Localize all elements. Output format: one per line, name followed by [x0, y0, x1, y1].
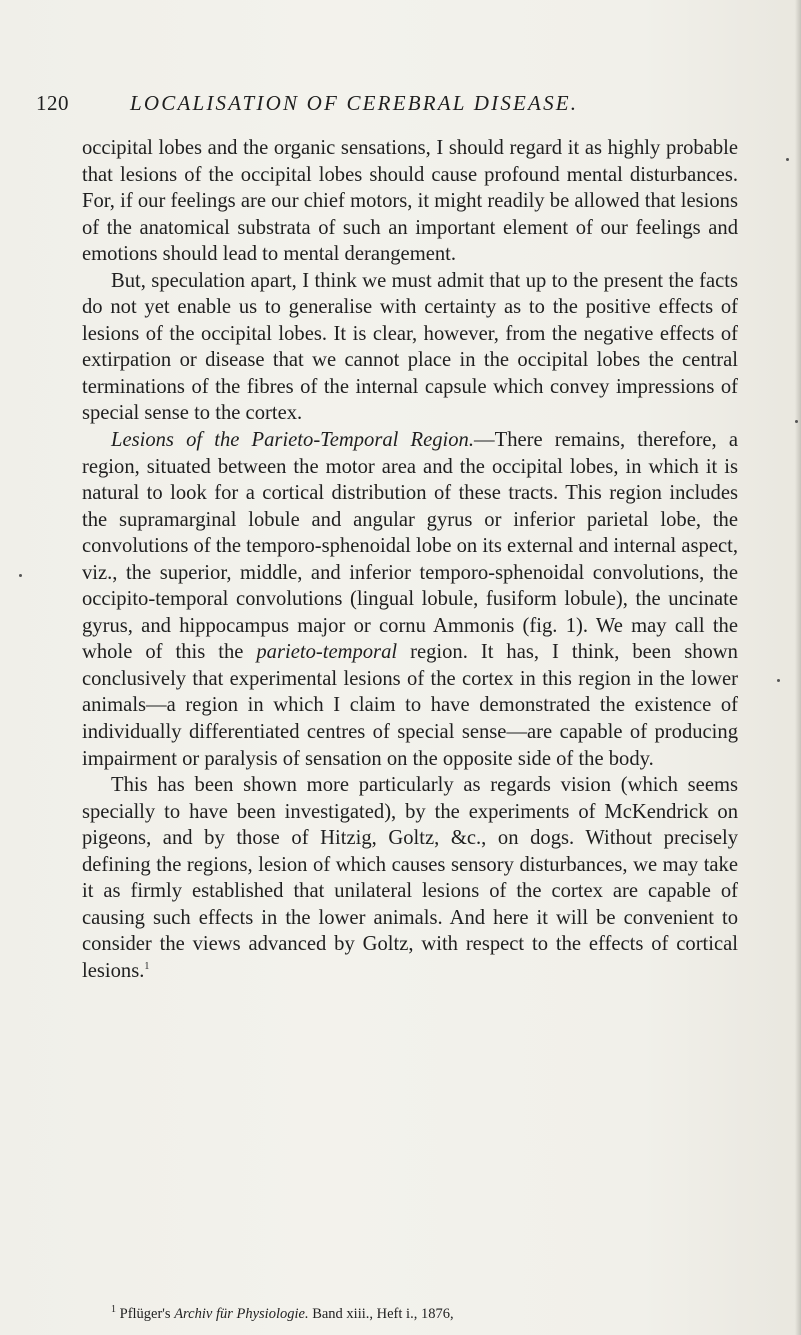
section-text: —There remains, therefore, a region, situated between the motor area and the occipital lobes, in which it is natural to look for a cortical distribution of these tracts. This region includes the supramarginal lobule and angular gyrus or inferior parietal lobe, the convolutions of the temporo-sphenoidal lobe on its external and internal aspect, viz., the superior, middle, and inferior temporo-sphenoidal convolutions, the occipito-temporal convolutions (lingual lobule, fusiform lobule), the uncinate gyrus, and hippocampus major or cornu Ammonis (fig. 1). We may call the whole of this the — [82, 429, 738, 664]
margin-speck — [19, 574, 22, 577]
paragraph-text: This has been shown more particularly as regards vision (which seems specially to have been investigated), by the experiments of McKendrick on pigeons, and by those of Hitzig, Goltz, &c., on dogs. Without precisely defining the regions, lesion of which causes sensory disturbances, we may take it as firmly established that unilateral lesions of the cortex are capable of causing such effects in the lower animals. And here it will be convenient to consider the views advanced by Goltz, with respect to the effects of cortical lesions. — [82, 774, 738, 982]
margin-speck — [795, 420, 798, 423]
page-edge-shadow — [795, 0, 801, 1335]
footnote — [111, 1306, 454, 1323]
margin-speck — [786, 158, 789, 161]
page-number: 120 — [36, 91, 69, 115]
footnote-mark: 1 — [111, 1304, 116, 1316]
paragraph: occipital lobes and the organic sensations, I should regard it as highly probable that lesions of the occipital lobes should cause profound mental disturbances. For, if our feelings are our chief motors, it might readily be allowed that lesions of the anatomical substrata of such an important element of our feelings and emotions should lead to mental derangement. — [82, 137, 738, 266]
body-text — [82, 135, 738, 985]
paragraph: But, speculation apart, I think we must admit that up to the present the facts do not yet enable us to generalise with certainty as to the positive effects of lesions of the occipital lobes. It is clear, however, from the negative effects of extirpation or disease that we cannot place in the occipital lobes the central terminations of the fibres of the internal capsule which convey impressions of special sense to the cortex. — [82, 269, 738, 425]
italic-term: parieto-temporal — [256, 641, 398, 664]
footnote-journal: Archiv für Physiologie. — [174, 1306, 309, 1322]
page-header — [36, 91, 726, 121]
footnote-author: Pflüger's — [119, 1306, 171, 1322]
footnote-details: Band xiii., Heft i., 1876, — [312, 1306, 454, 1322]
running-head: LOCALISATION OF CEREBRAL DISEASE. — [130, 91, 579, 115]
margin-speck — [777, 679, 780, 682]
section-text-continued: region. It has, I think, been shown conclusively that experimental lesions of the cortex in this region in the lower animals—a region in which I claim to have demonstrated the existence of individually differentiated centres of special sense—are capable of producing impairment or paralysis of sensation on the opposite side of the body. — [82, 641, 738, 770]
paragraph-section — [82, 427, 738, 772]
footnote-reference: 1 — [144, 961, 150, 973]
paragraph — [82, 772, 738, 984]
section-heading: Lesions of the Parieto-Temporal Region. — [111, 429, 475, 452]
